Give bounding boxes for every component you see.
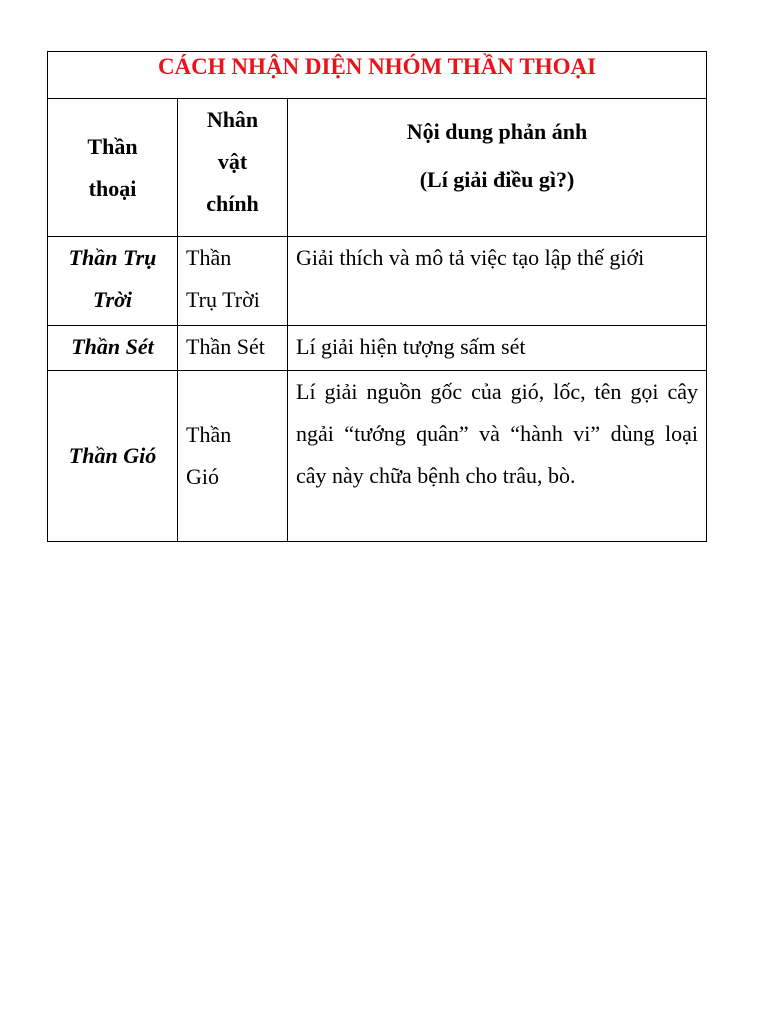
- character-line: Thần: [186, 422, 232, 447]
- header-content-line: (Lí giải điều gì?): [419, 167, 575, 192]
- table-row: [48, 237, 707, 326]
- myth-name-line: Trời: [92, 287, 133, 312]
- title-row: [48, 52, 707, 99]
- character-line: Thần Sét: [186, 334, 265, 359]
- table-title: CÁCH NHẬN DIỆN NHÓM THẦN THOẠI: [48, 52, 707, 99]
- header-character: [178, 99, 288, 237]
- character-line: Gió: [186, 464, 219, 489]
- header-row: [48, 99, 707, 237]
- character-name: [178, 237, 288, 326]
- myth-name: [48, 237, 178, 326]
- content-cell: Lí giải nguồn gốc của gió, lốc, tên gọi cây ngải “tướng quân” và “hành vi” dùng loại cây này chữa bệnh cho trâu, bò.: [288, 371, 707, 542]
- character-line: Trụ Trời: [186, 287, 260, 312]
- character-name: [178, 326, 288, 371]
- content-cell: Giải thích và mô tả việc tạo lập thế giới: [288, 237, 707, 326]
- table-row: [48, 326, 707, 371]
- myth-name-line: Thần Gió: [68, 443, 157, 468]
- header-myth-line: Thần: [87, 133, 138, 159]
- header-content: [288, 99, 707, 237]
- header-character-line: Nhân: [206, 107, 259, 132]
- myth-name-line: Thần Sét: [71, 334, 154, 359]
- myth-name-line: Thần Trụ: [68, 245, 157, 270]
- header-myth-line: thoại: [88, 175, 137, 201]
- content-cell: Lí giải hiện tượng sấm sét: [288, 326, 707, 371]
- table-row: [48, 371, 707, 542]
- header-myth: [48, 99, 178, 237]
- header-content-line: Nội dung phản ánh: [406, 119, 588, 144]
- character-name: [178, 371, 288, 542]
- myth-name: [48, 326, 178, 371]
- myth-table: [47, 51, 707, 542]
- header-character-line: vật: [217, 149, 248, 174]
- header-character-line: chính: [206, 191, 259, 216]
- character-line: Thần: [186, 245, 232, 270]
- myth-name: [48, 371, 178, 542]
